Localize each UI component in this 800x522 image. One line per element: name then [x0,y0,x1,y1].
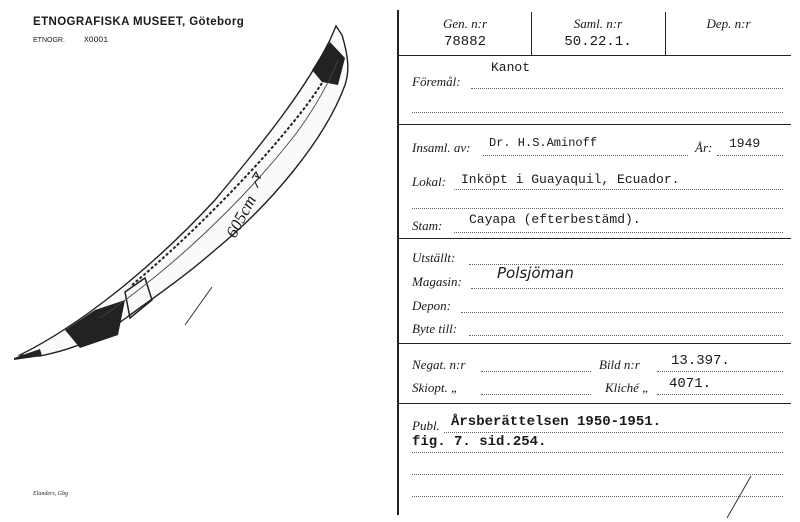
insaml-value: Dr. H.S.Aminoff [489,136,598,150]
etnogr-value: XOOO1 [84,36,109,45]
gen-cell [399,12,531,56]
stam-value: Cayapa (efterbestämd). [469,212,641,227]
measure-line [185,287,212,325]
canoe-hull [20,26,348,356]
dotted-line [444,432,783,433]
saml-label: Saml. n:r [573,16,623,31]
publ-value-line-1: Årsberättelsen 1950-1951. [451,414,662,430]
dotted-line [454,232,783,233]
card-divider [397,10,399,515]
publ-label: Publ. [412,418,440,433]
foremal-label: Föremål: [412,74,461,89]
ar-label: År: [695,140,713,155]
dotted-line [657,371,783,372]
bild-value: 13.397. [671,353,730,369]
dotted-line [471,288,783,289]
header-rule [399,55,791,56]
dotted-line [454,189,783,190]
saml-cell [532,12,664,56]
kliche-label: Kliché „ [605,380,650,395]
ar-value: 1949 [729,136,761,151]
byte-label: Byte till: [412,321,458,336]
etnogr-label: ETNOGR. [33,37,65,44]
dotted-line [657,394,783,395]
section-rule [399,343,791,344]
dotted-line [481,394,591,395]
section-rule [399,238,791,239]
lokal-label: Lokal: [412,174,446,189]
depon-label: Depon: [412,298,451,313]
pen-stroke [719,472,759,522]
section-rule [399,403,791,404]
printer-imprint: Elanders, Gbg [33,491,68,497]
dotted-line [412,208,783,209]
dotted-line [461,312,783,313]
section-rule [399,124,791,125]
kliche-value: 4071. [669,376,712,392]
dotted-line [481,371,591,372]
stam-label: Stam: [412,218,443,233]
left-panel [0,0,398,522]
dotted-line [483,155,688,156]
museum-title: ETNOGRAFISKA MUSEET, Göteborg [33,16,245,28]
publ-value-line-2: fig. 7. sid.254. [412,434,547,450]
dep-label: Dep. n:r [706,16,751,31]
foremal-value: Kanot [491,60,531,75]
canoe-drawing [0,0,398,522]
dotted-line [717,155,783,156]
dep-cell [666,12,791,56]
saml-value: 50.22.1. [564,34,632,50]
utstallt-label: Utställt: [412,250,456,265]
size-annotation: 605cm [222,191,261,241]
gen-value: 78882 [443,34,486,50]
dotted-line [412,452,783,453]
magasin-label: Magasin: [412,274,462,289]
magasin-value: Polsjöman [497,264,574,282]
dotted-line [469,335,783,336]
lokal-value: Inköpt i Guayaquil, Ecuador. [461,172,680,187]
insaml-label: Insaml. av: [412,140,471,155]
dotted-line [412,112,783,113]
dotted-line [471,88,783,89]
gen-label: Gen. n:r [442,16,488,31]
negat-label: Negat. n:r [412,357,466,372]
bild-label: Bild n:r [599,357,640,372]
skiopt-label: Skiopt. „ [412,380,459,395]
